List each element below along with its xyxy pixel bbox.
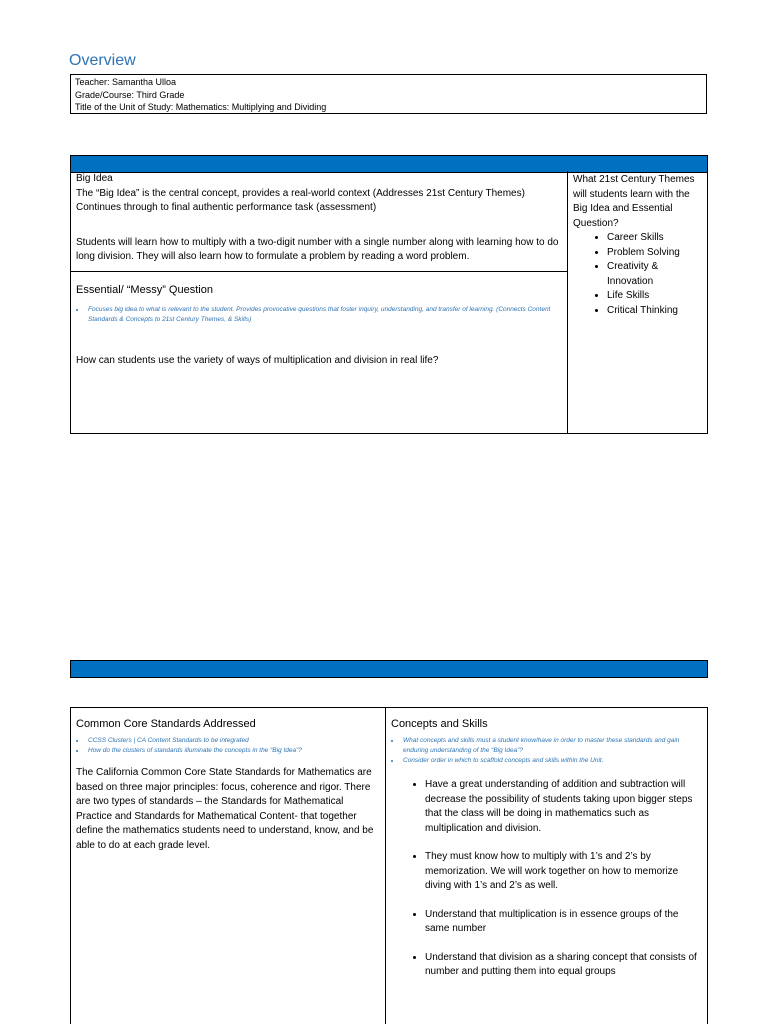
theme-item: • Problem Solving bbox=[607, 246, 702, 261]
essential-hint-item: • Focuses big idea to what is relevant to the student. Provides provocative questions that foster inquiry, understanding, and transfer of learning. (Connects Content Standards & Concepts to 21st Century Themes, & Skills) bbox=[86, 305, 562, 325]
big-idea-column bbox=[71, 171, 568, 433]
essential-question-cell bbox=[71, 272, 567, 432]
essential-question-hint bbox=[76, 305, 562, 325]
standards-concepts-table bbox=[70, 707, 708, 1024]
big-idea-desc-1: The “Big Idea” is the central concept, provides a real-world context (Addresses 21st Century Themes) bbox=[76, 187, 525, 199]
big-idea-table bbox=[70, 171, 708, 434]
themes-list bbox=[573, 231, 702, 318]
theme-item: • Creativity & Innovation bbox=[607, 260, 702, 289]
concepts-hint-item: • Consider order in which to scaffold concepts and skills within the Unit. bbox=[401, 756, 702, 766]
standards-hint-item: • CCSS Clusters | CA Content Standards to be integrated bbox=[86, 736, 380, 746]
unit-info-box bbox=[70, 74, 707, 114]
essential-question-heading: Essential/ “Messy” Question bbox=[76, 284, 213, 296]
concept-item: • Understand that multiplication is in essence groups of the same number bbox=[425, 908, 702, 937]
concepts-hint bbox=[391, 736, 702, 766]
standards-heading: Common Core Standards Addressed bbox=[76, 718, 256, 730]
page-title: Overview bbox=[69, 52, 136, 69]
concept-item: • Have a great understanding of addition and subtraction will decrease the possibility of students taking upon bigger steps that the class will be doing in mathematics such as multiplication and division. bbox=[425, 778, 702, 836]
themes-heading: What 21st Century Themes will students learn with the Big Idea and Essential Question? bbox=[573, 174, 695, 229]
essential-question-text: How can students use the variety of ways of multiplication and division in real life? bbox=[76, 355, 439, 366]
theme-item: • Life Skills bbox=[607, 289, 702, 304]
concepts-list bbox=[391, 778, 702, 980]
big-idea-desc-2: Continues through to final authentic performance task (assessment) bbox=[76, 202, 377, 213]
big-idea-body: Students will learn how to multiply with a two-digit number with a single number along with learning how to do long division. They will also learn how to formulate a problem by reading a word problem. bbox=[76, 236, 559, 262]
concepts-heading: Concepts and Skills bbox=[391, 718, 488, 730]
concept-item: • They must know how to multiply with 1’s and 2’s by memorization. We will work together on how to memorize diving with 1’s and 2’s as well. bbox=[425, 850, 702, 894]
teacher-line: Teacher: Samantha Ulloa bbox=[75, 77, 177, 87]
concept-item: • Understand that division as a sharing concept that consists of number and putting them into equal groups bbox=[425, 951, 702, 980]
theme-item: • Career Skills bbox=[607, 231, 702, 246]
themes-cell bbox=[568, 171, 707, 433]
concepts-hint-item: • What concepts and skills must a student know/have in order to master these standards and gain enduring understanding of the “Big Idea”? bbox=[401, 736, 702, 756]
standards-cell bbox=[71, 708, 386, 1024]
unit-title-line: Title of the Unit of Study: Mathematics: Multiplying and Dividing bbox=[75, 102, 327, 112]
section-header-bar-2 bbox=[70, 660, 708, 678]
standards-hint bbox=[76, 736, 380, 756]
big-idea-cell bbox=[71, 171, 567, 272]
standards-body: The California Common Core State Standards for Mathematics are based on three major principles: focus, coherence and rigor. There are two types of standards – the Standards for Mathematical Practice and Standards for Mathematical Content- that together define the mathematics students need to understand, know, and be able to do at each grade level. bbox=[76, 767, 374, 851]
theme-item: • Critical Thinking bbox=[607, 304, 702, 319]
grade-line: Grade/Course: Third Grade bbox=[75, 89, 185, 100]
standards-hint-item: • How do the clusters of standards illuminate the concepts in the “Big Idea”? bbox=[86, 746, 380, 756]
big-idea-heading: Big Idea bbox=[76, 173, 113, 184]
concepts-cell bbox=[386, 708, 707, 1024]
